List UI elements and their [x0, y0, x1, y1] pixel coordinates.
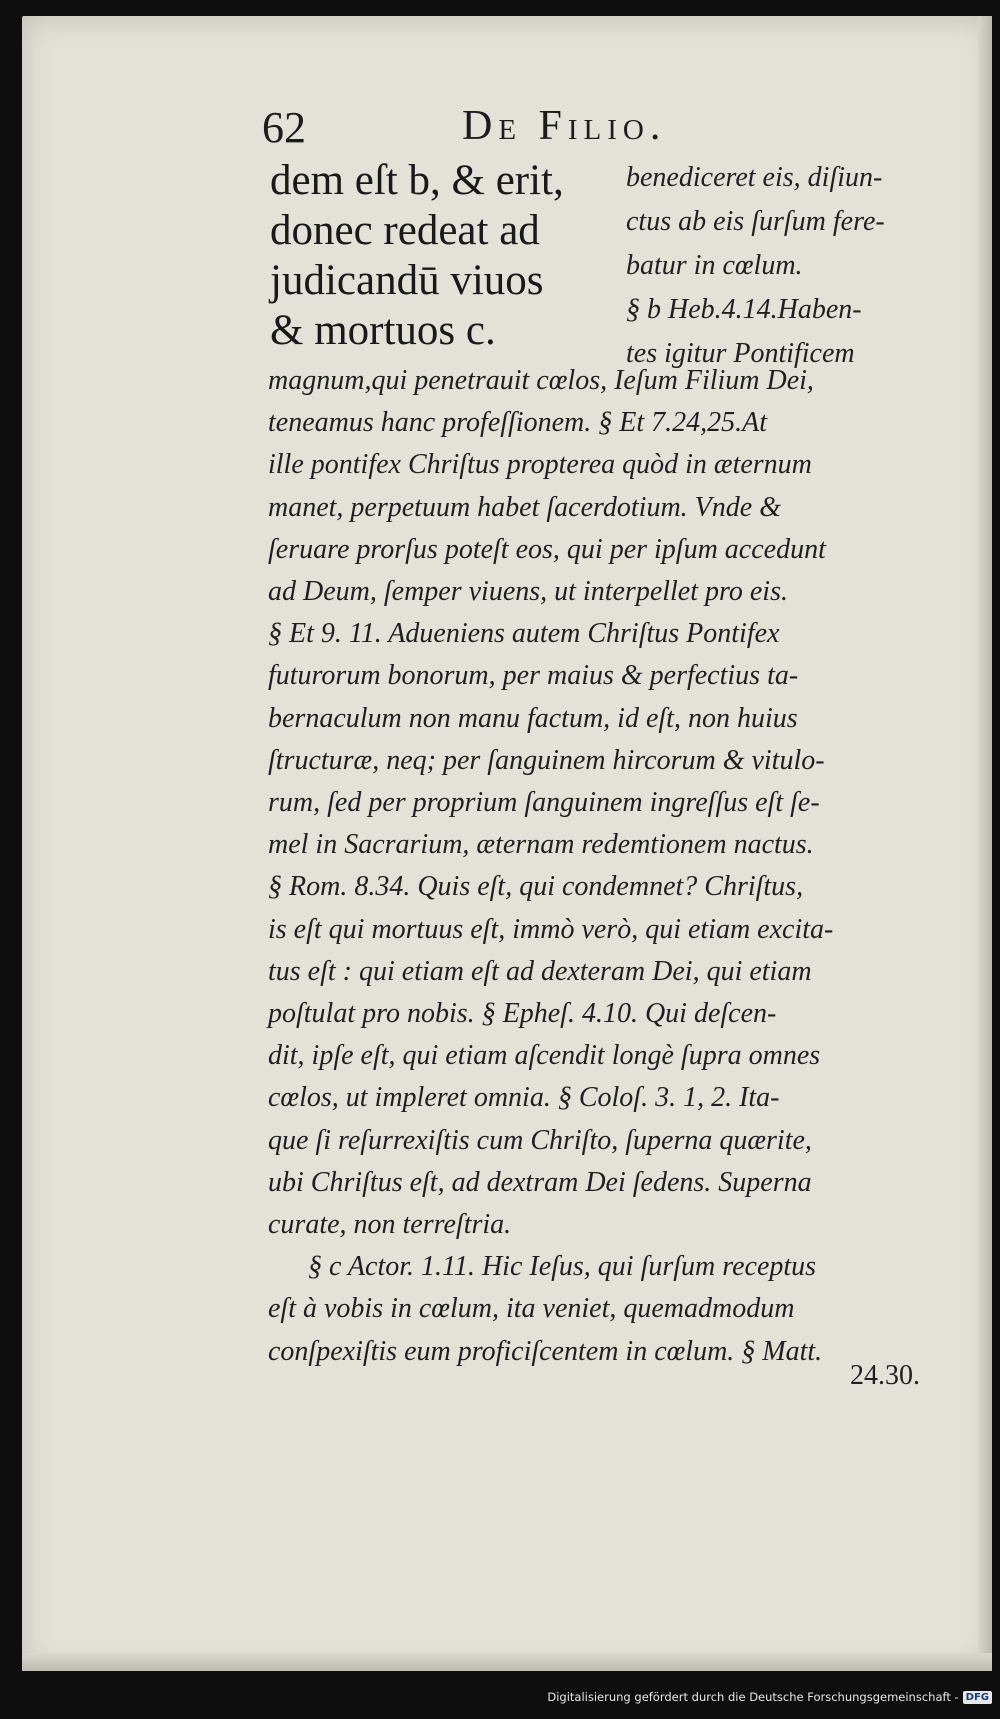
running-title: De Filio. [462, 103, 667, 149]
credit-text: Digitalisierung gefördert durch die Deutsche Forschungsgemeinschaft - [547, 1690, 959, 1704]
note-line: teneamus hanc profeſſionem. § Et 7.24,25.At [268, 407, 767, 439]
note-line: is eſt qui mortuus eſt, immò verò, qui etiam excita- [268, 913, 834, 945]
dfg-logo: DFG [963, 1691, 992, 1704]
note-line: tus eſt : qui etiam eſt ad dexteram Dei, qui etiam [268, 955, 812, 987]
side-note-line: tes igitur Pontificem [626, 338, 855, 369]
note-line: magnum,qui penetrauit cœlos, Ieſum Filium Dei, [268, 365, 814, 396]
note-line: eſt à vobis in cœlum, ita veniet, quemadmodum [268, 1293, 795, 1325]
main-text-line: judicandū viuos [270, 257, 544, 304]
note-line: conſpexiſtis eum proficiſcentem in cœlum. § Matt. [268, 1335, 823, 1367]
main-text-line: donec redeat ad [270, 207, 540, 254]
catchword: 24.30. [850, 1360, 920, 1391]
note-line: bernaculum non manu factum, id eſt, non huius [268, 702, 798, 734]
side-note-column [626, 156, 966, 376]
note-line: § c Actor. 1.11. Hic Ieſus, qui ſurſum receptus [308, 1251, 817, 1283]
side-note-line: § b Heb.4.14.Haben- [626, 294, 862, 325]
note-line: futurorum bonorum, per maius & perfectius ta- [268, 660, 799, 692]
note-line: ſtructuræ, neq; per ſanguinem hircorum & vitulo- [268, 744, 825, 776]
main-text-line: dem eſt b, & erit, [270, 157, 564, 204]
note-line: ille pontifex Chriſtus propterea quòd in æternum [268, 449, 812, 481]
page-bottom-edge [22, 1653, 992, 1671]
side-note-line: benediceret eis, diſiun- [626, 162, 883, 193]
note-line: manet, perpetuum habet ſacerdotium. Vnde & [268, 491, 781, 523]
side-note-line: batur in cœlum. [626, 250, 803, 281]
side-note-line: ctus ab eis ſurſum fere- [626, 206, 885, 237]
digitization-credit [547, 1677, 992, 1717]
note-line: que ſi reſurrexiſtis cum Chriſto, ſuperna quærite, [268, 1124, 812, 1156]
note-line: ſeruare prorſus poteſt eos, qui per ipſum accedunt [268, 533, 826, 565]
note-line: mel in Sacrarium, æternam redemtionem nactus. [268, 829, 814, 861]
note-line: § Rom. 8.34. Quis eſt, qui condemnet? Chriſtus, [268, 871, 804, 903]
page-edge [978, 16, 992, 1671]
page-header [262, 102, 962, 162]
note-line: ubi Chriſtus eſt, ad dextram Dei ſedens. Superna [268, 1166, 812, 1198]
main-text-line: & mortuos c. [270, 307, 496, 354]
note-line: § Et 9. 11. Adueniens autem Chriſtus Pontifex [268, 618, 780, 650]
note-line: ad Deum, ſemper viuens, ut interpellet pro eis. [268, 576, 788, 608]
note-line: rum, ſed per proprium ſanguinem ingreſſus eſt ſe- [268, 787, 820, 819]
page-number: 62 [262, 103, 306, 152]
note-line: cœlos, ut impleret omnia. § Coloſ. 3. 1, 2. Ita- [268, 1082, 780, 1114]
note-line: curate, non terreſtria. [268, 1209, 512, 1241]
main-text-column [270, 156, 600, 356]
note-line: dit, ipſe eſt, qui etiam aſcendit longè ſupra omnes [268, 1040, 821, 1072]
note-line: poſtulat pro nobis. § Epheſ. 4.10. Qui deſcen- [268, 998, 777, 1030]
note-body [268, 360, 958, 1373]
